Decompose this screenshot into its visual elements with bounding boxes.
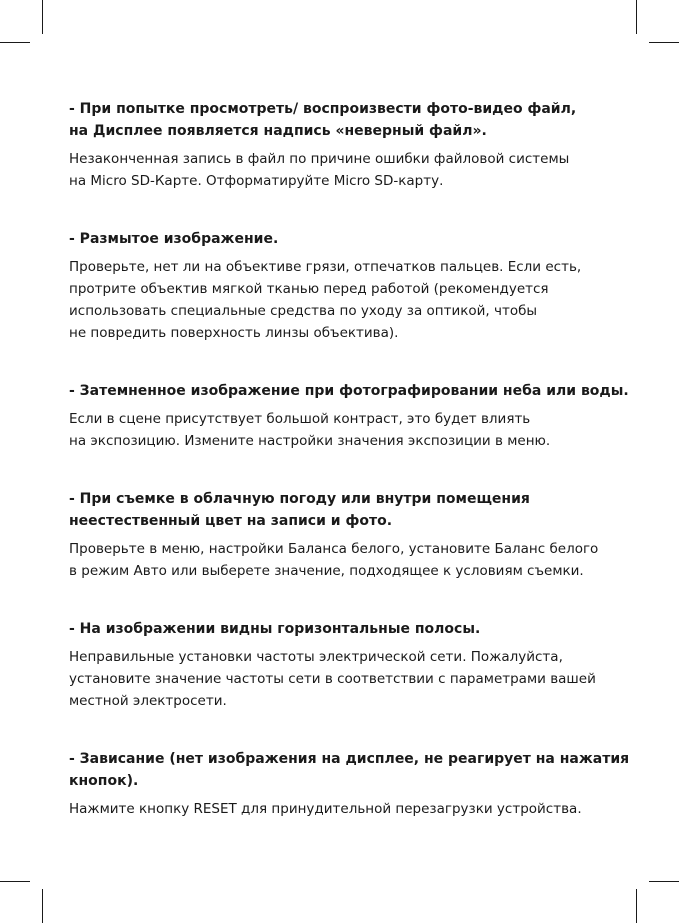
crop-mark-bottom-left-vertical: [42, 889, 43, 923]
body-line: Неправильные установки частоты электрической сети. Пожалуйста,: [69, 649, 563, 665]
section-heading: [69, 488, 659, 532]
heading-line: неестественный цвет на записи и фото.: [69, 513, 393, 529]
section-body: [69, 408, 659, 452]
section-heading: [69, 98, 659, 142]
section-invalid-file: [69, 98, 659, 192]
crop-mark-top-left-horizontal: [0, 42, 30, 43]
section-dark-image: [69, 380, 659, 452]
heading-line: - Затемненное изображение при фотографировании неба или воды.: [69, 383, 629, 399]
body-line: на Micro SD-Карте. Отформатируйте Micro SD-карту.: [69, 173, 444, 189]
heading-line: кнопок).: [69, 773, 139, 789]
crop-mark-top-left-vertical: [42, 0, 43, 34]
body-line: протрите объектив мягкой тканью перед работой (рекомендуется: [69, 281, 549, 297]
section-body: [69, 646, 659, 712]
section-horizontal-stripes: [69, 618, 659, 712]
section-body: [69, 538, 659, 582]
heading-line: - На изображении видны горизонтальные полосы.: [69, 621, 481, 637]
crop-mark-top-right-horizontal: [649, 42, 679, 43]
body-line: не повредить поверхность линзы объектива).: [69, 325, 399, 341]
section-heading: [69, 748, 659, 792]
body-line: Проверьте в меню, настройки Баланса белого, установите Баланс белого: [69, 541, 599, 557]
body-line: Проверьте, нет ли на объективе грязи, отпечатков пальцев. Если есть,: [69, 259, 582, 275]
section-freeze: [69, 748, 659, 820]
section-unnatural-color: [69, 488, 659, 582]
body-line: Если в сцене присутствует большой контраст, это будет влиять: [69, 411, 531, 427]
heading-line: - При съемке в облачную погоду или внутри помещения: [69, 491, 530, 507]
body-line: использовать специальные средства по уходу за оптикой, чтобы: [69, 303, 538, 319]
heading-line: на Дисплее появляется надпись «неверный файл».: [69, 123, 487, 139]
crop-mark-top-right-vertical: [636, 0, 637, 34]
section-heading: [69, 228, 659, 250]
body-line: Нажмите кнопку RESET для принудительной перезагрузки устройства.: [69, 801, 582, 817]
crop-mark-bottom-left-horizontal: [0, 881, 30, 882]
troubleshooting-content: [69, 98, 659, 856]
body-line: на экспозицию. Измените настройки значения экспозиции в меню.: [69, 433, 551, 449]
crop-mark-bottom-right-horizontal: [649, 881, 679, 882]
body-line: установите значение частоты сети в соответствии с параметрами вашей: [69, 671, 596, 687]
section-body: [69, 148, 659, 192]
section-body: [69, 798, 659, 820]
section-body: [69, 256, 659, 344]
heading-line: - При попытке просмотреть/ воспроизвести фото-видео файл,: [69, 101, 577, 117]
section-blurry-image: [69, 228, 659, 344]
section-heading: [69, 380, 659, 402]
crop-mark-bottom-right-vertical: [636, 889, 637, 923]
heading-line: - Зависание (нет изображения на дисплее, не реагирует на нажатия: [69, 751, 630, 767]
body-line: в режим Авто или выберете значение, подходящее к условиям съемки.: [69, 563, 584, 579]
body-line: Незаконченная запись в файл по причине ошибки файловой системы: [69, 151, 570, 167]
heading-line: - Размытое изображение.: [69, 231, 279, 247]
section-heading: [69, 618, 659, 640]
body-line: местной электросети.: [69, 693, 227, 709]
